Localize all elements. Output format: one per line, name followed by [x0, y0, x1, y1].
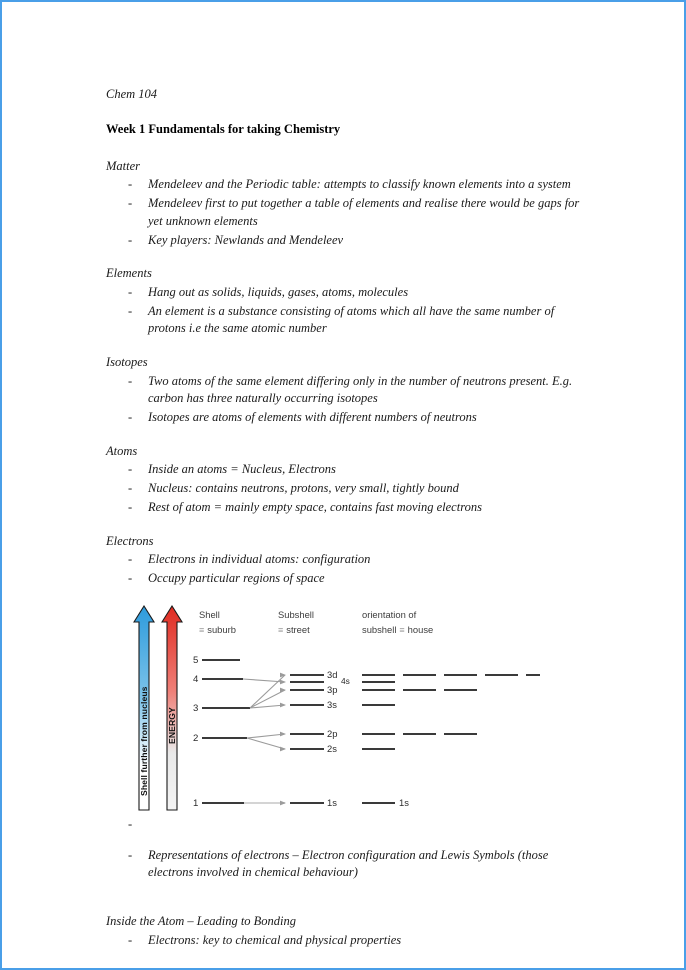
- list-item: - Mendeleev and the Periodic table: attempts to classify known elements into a system: [106, 176, 584, 194]
- list-item: - Electrons: key to chemical and physical properties: [106, 932, 584, 950]
- shell-number-3: 3: [193, 702, 199, 714]
- shell-number-2: 2: [193, 732, 199, 744]
- bullet-list-elements: [106, 284, 584, 338]
- bullet-list-inside-the-atom: [106, 932, 584, 950]
- list-item: - Isotopes are atoms of elements with different numbers of neutrons: [106, 409, 584, 427]
- list-item: - Representations of electrons – Electron configuration and Lewis Symbols (those electrons involved in chemical behaviour): [106, 847, 584, 883]
- section-heading-inside-the-atom: Inside the Atom – Leading to Bonding: [106, 914, 297, 928]
- course-title: Chem 104: [106, 87, 158, 101]
- red-arrow-label: ENERGY: [167, 706, 177, 744]
- subshell-label-4s: 4s: [341, 675, 350, 686]
- list-item: - Two atoms of the same element differing only in the number of neutrons present. E.g. carbon has three naturally occurring isotopes: [106, 373, 584, 409]
- list-item: - An element is a substance consisting of atoms which all have the same number of protons i.e the same atomic number: [106, 303, 584, 339]
- section-elements: [106, 265, 584, 338]
- section-atoms: [106, 443, 584, 517]
- subshell-label-3d: 3d: [327, 668, 338, 680]
- blue-arrow-label: Shell further from nucleus: [139, 685, 149, 796]
- subshell-label-2s: 2s: [327, 742, 337, 754]
- orbital-label-1s: 1s: [399, 796, 409, 808]
- subshell-label-3p: 3p: [327, 683, 338, 695]
- orbital-orientations: [362, 675, 540, 803]
- bullet-list-empty: [106, 816, 584, 832]
- list-item: - Hang out as solids, liquids, gases, atoms, molecules: [106, 284, 584, 302]
- list-item: - Rest of atom = mainly empty space, contains fast moving electrons: [106, 499, 584, 517]
- list-item-empty: [106, 816, 584, 832]
- column-header-orientation-line1: orientation of: [362, 608, 417, 620]
- subshell-equivalence: ≡ street: [278, 623, 310, 635]
- subshell-levels: [290, 669, 350, 808]
- shell-number-1: 1: [193, 797, 199, 809]
- section-inside-the-atom: [106, 913, 584, 949]
- section-isotopes: [106, 354, 584, 427]
- shell-subshell-connectors: [243, 675, 285, 749]
- section-matter: [106, 158, 584, 250]
- section-heading-electrons: Electrons: [106, 533, 154, 548]
- list-item: - Key players: Newlands and Mendeleev: [106, 232, 584, 250]
- section-heading-matter: Matter: [106, 158, 141, 173]
- subshell-label-3s: 3s: [327, 698, 337, 710]
- section-heading-elements: Elements: [106, 266, 152, 281]
- column-header-shell: Shell: [199, 608, 220, 620]
- shell-number-5: 5: [193, 654, 199, 666]
- column-header-subshell: Subshell: [278, 608, 314, 620]
- bullet-list-post-diagram: [106, 847, 584, 883]
- shell-number-4: 4: [193, 673, 199, 685]
- energy-level-diagram: [120, 604, 540, 816]
- bullet-list-matter: [106, 176, 584, 249]
- week-heading: Week 1 Fundamentals for taking Chemistry: [106, 121, 341, 136]
- list-item: - Electrons in individual atoms: configuration: [106, 551, 584, 569]
- section-heading-isotopes: Isotopes: [106, 355, 148, 369]
- list-item: - Occupy particular regions of space: [106, 570, 584, 588]
- shell-equivalence: ≡ suburb: [199, 623, 236, 635]
- document-content: [106, 86, 584, 965]
- section-heading-atoms: Atoms: [106, 443, 138, 458]
- bullet-list-atoms: [106, 461, 584, 516]
- subshell-label-1s: 1s: [327, 796, 337, 808]
- shell-levels: [193, 655, 285, 809]
- column-header-orientation-line2: subshell ≡ house: [362, 623, 434, 635]
- subshell-label-2p: 2p: [327, 727, 338, 739]
- section-electrons: [106, 533, 584, 588]
- list-item: - Inside an atoms = Nucleus, Electrons: [106, 461, 584, 479]
- list-item: - Mendeleev first to put together a table of elements and realise there would be gaps for yet unknown elements: [106, 195, 584, 231]
- bullet-list-isotopes: [106, 373, 584, 427]
- bullet-list-electrons: [106, 551, 584, 588]
- list-item: - Nucleus: contains neutrons, protons, very small, tightly bound: [106, 480, 584, 498]
